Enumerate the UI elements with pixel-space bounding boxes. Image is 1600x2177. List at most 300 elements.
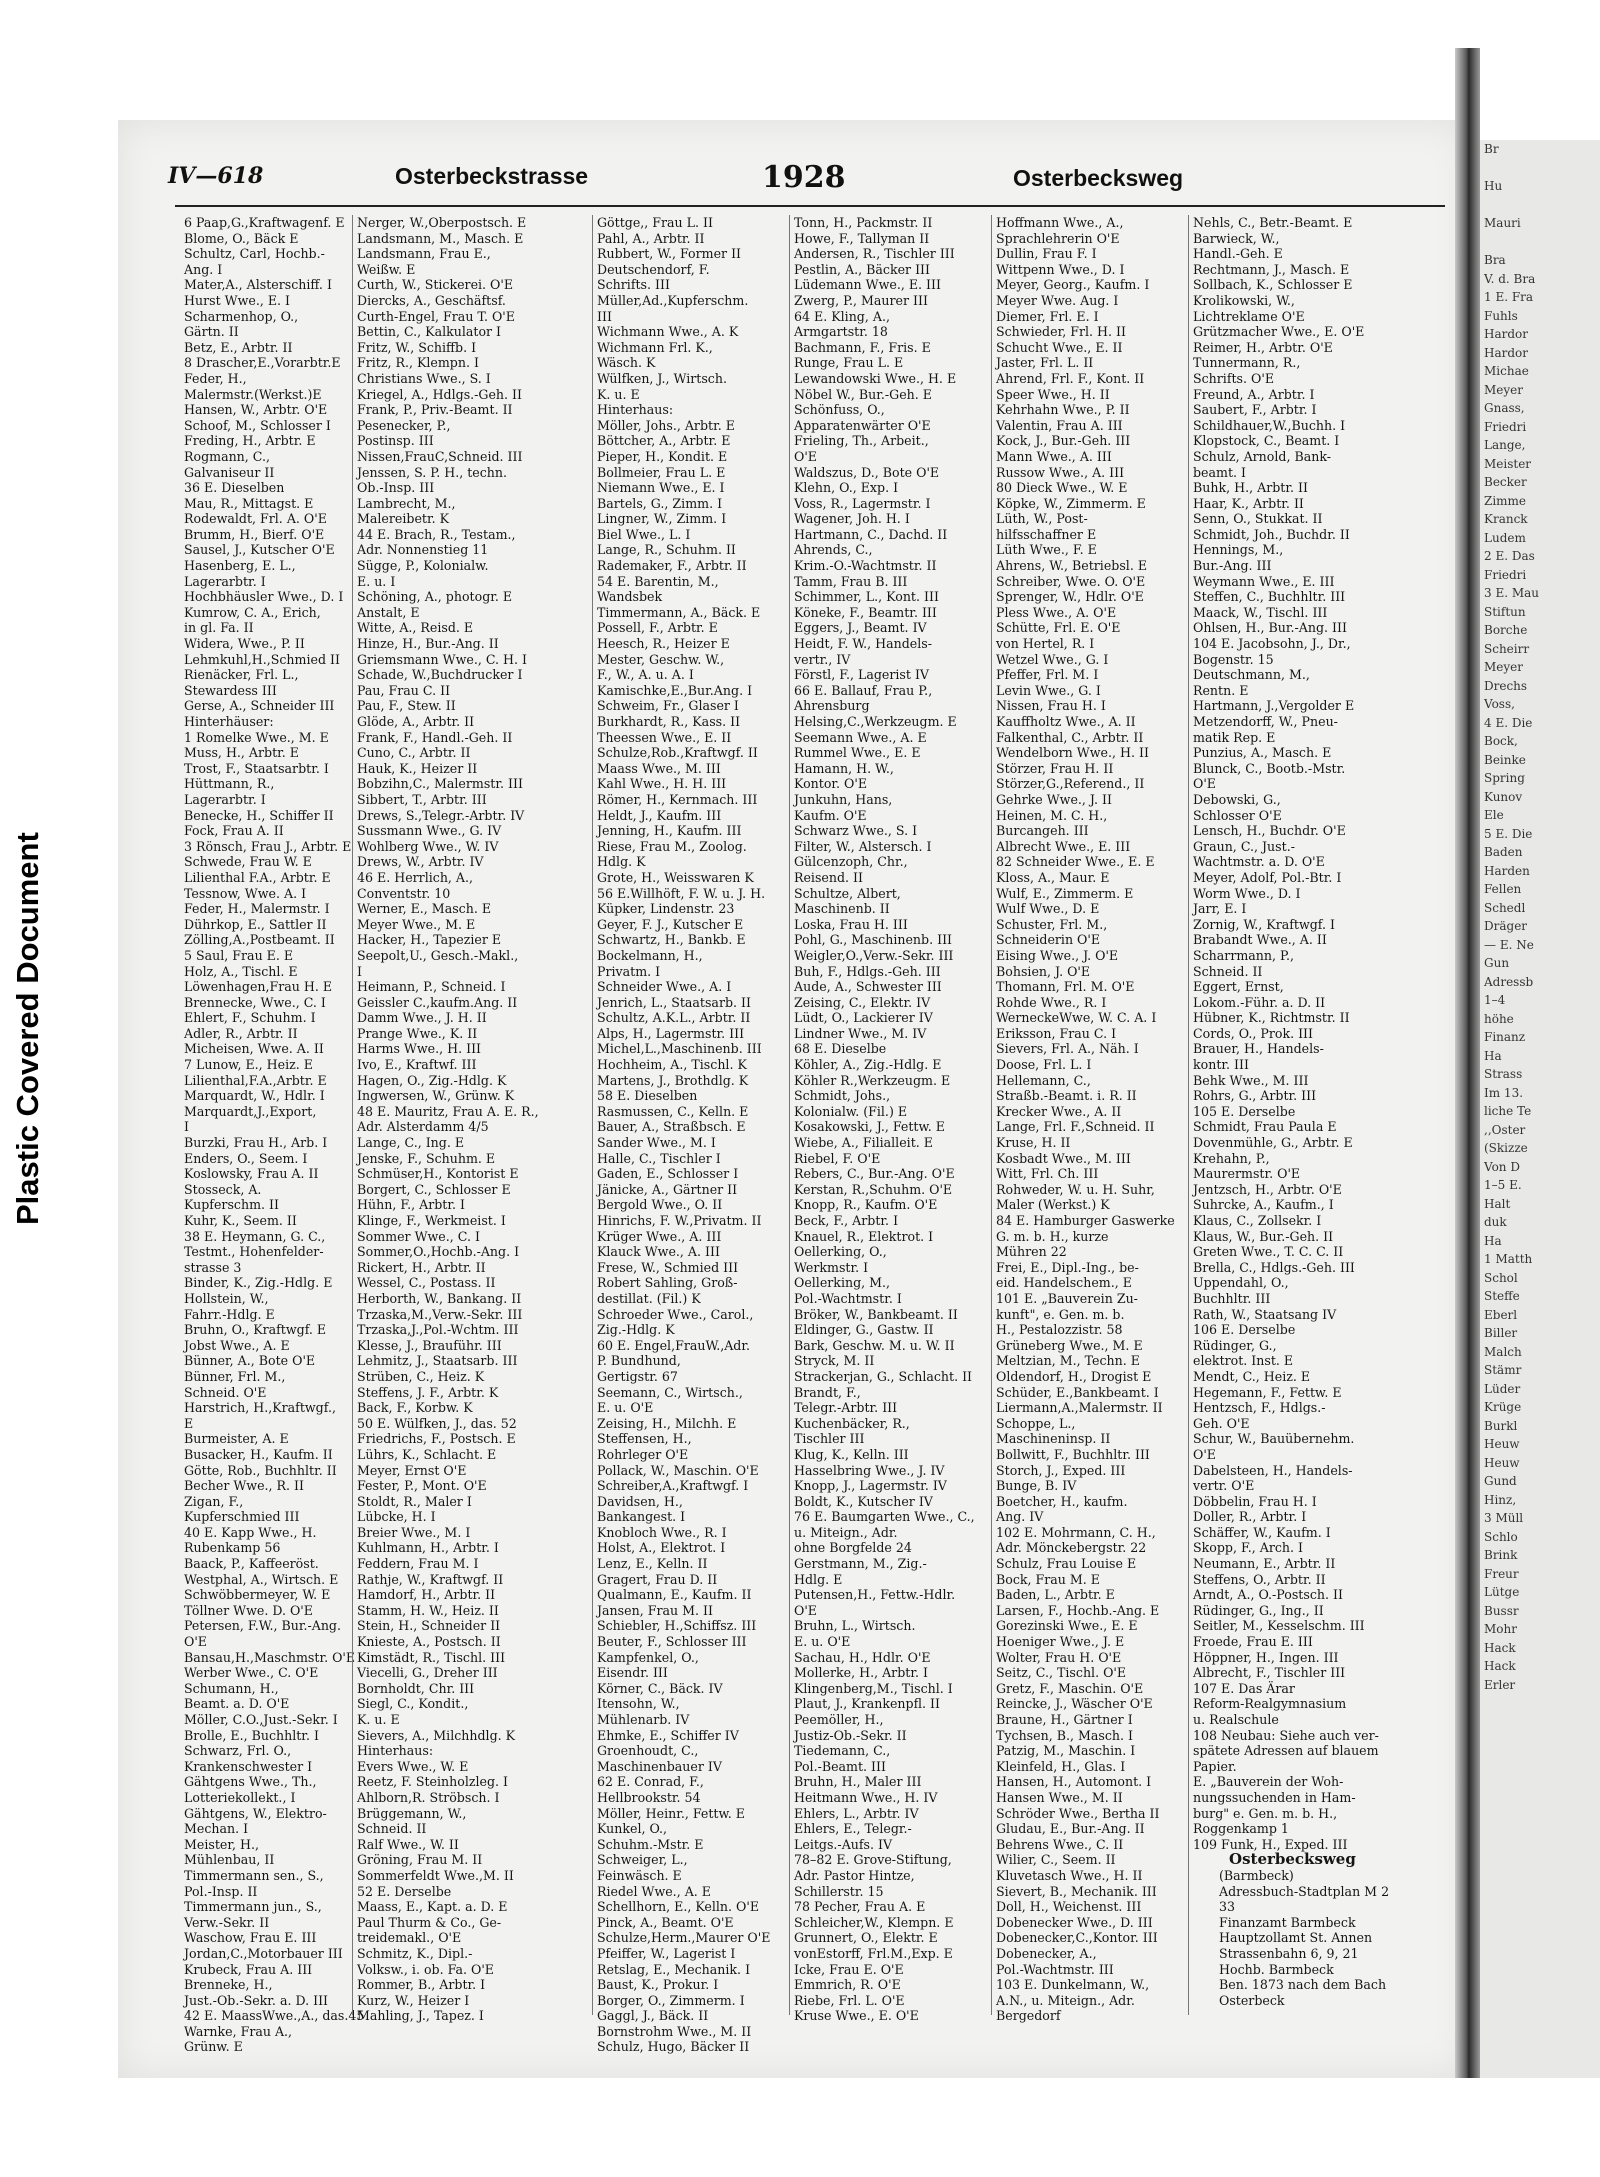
fragment-line: Lange, bbox=[1484, 438, 1526, 452]
directory-entry-line: Bergold Wwe., O. II bbox=[597, 1197, 723, 1213]
directory-entry-line: Mester, Geschw. W., bbox=[597, 651, 725, 667]
directory-year: 1928 bbox=[762, 160, 846, 195]
directory-entry-line: Dovenmühle, G., Arbtr. E bbox=[1193, 1135, 1353, 1151]
directory-entry-line: Sievert, B., Mechanik. III bbox=[996, 1883, 1157, 1899]
directory-entry-line: Mendt, C., Heiz. E bbox=[1193, 1368, 1311, 1384]
directory-entry-line: Bruhn, L., Wirtsch. bbox=[794, 1618, 916, 1634]
directory-entry-line: Paul Thurm & Co., Ge- bbox=[357, 1914, 502, 1930]
directory-entry-line: Störzer,G.,Referend., II bbox=[996, 776, 1145, 792]
directory-entry-line: G. m. b. H., kurze bbox=[996, 1228, 1109, 1244]
directory-entry-line: Knieste, A., Postsch. II bbox=[357, 1634, 501, 1650]
directory-entry-line: Rienäcker, Frl. L., bbox=[184, 667, 299, 683]
fragment-line: Bussr bbox=[1484, 1603, 1519, 1618]
directory-entry-line: Wäsch. K bbox=[597, 355, 656, 371]
directory-entry-line: Fahrr.-Hdlg. E bbox=[184, 1306, 275, 1322]
directory-entry-line: elektrot. Inst. E bbox=[1193, 1353, 1294, 1369]
directory-entry-line: Störzer, Frau H. II bbox=[996, 760, 1114, 776]
directory-entry-line: Bansau,H.,Maschmstr. O'E bbox=[184, 1649, 356, 1665]
directory-entry-line: Schüder, E.,Bankbeamt. I bbox=[996, 1384, 1159, 1400]
directory-entry-line: K. u. E bbox=[597, 386, 640, 402]
directory-entry-line: Rath, W., Staatsang IV bbox=[1193, 1306, 1337, 1322]
directory-entry-line: Kumrow, C. A., Erich, bbox=[184, 604, 321, 620]
directory-entry-line: Ang. I bbox=[184, 261, 223, 277]
directory-entry-line: Micheisen, Wwe. A. II bbox=[184, 1041, 324, 1057]
directory-entry-line: Warnke, Frau A., bbox=[184, 2023, 293, 2039]
fragment-line: Schlo bbox=[1484, 1529, 1518, 1544]
directory-entry-line: Schulze,Herm.,Maurer O'E bbox=[597, 1930, 771, 1946]
directory-entry-line: ohne Borgfelde 24 bbox=[794, 1540, 912, 1556]
directory-entry-line: Widera, Wwe., P. II bbox=[184, 636, 305, 652]
section-info-line: Adressbuch-Stadtplan M 2 bbox=[1219, 1883, 1390, 1899]
directory-entry-line: Gerstmann, M., Zig.- bbox=[794, 1556, 927, 1572]
fragment-line: Eberl bbox=[1484, 1307, 1518, 1322]
directory-entry-line: Bunge, B. IV bbox=[996, 1478, 1077, 1494]
directory-entry-line: Höppner, H., Ingen. III bbox=[1193, 1649, 1339, 1665]
directory-entry-line: Sommer,O.,Hochb.-Ang. I bbox=[357, 1244, 520, 1260]
directory-entry-line: Knopp, J., Lagermstr. IV bbox=[794, 1478, 947, 1494]
directory-entry-line: Reimer, H., Arbtr. O'E bbox=[1193, 339, 1333, 355]
directory-entry-line: Zölling,A.,Postbeamt. II bbox=[184, 932, 335, 948]
directory-entry-line: Ahlborn,R. Ströbsch. I bbox=[357, 1789, 500, 1805]
directory-entry-line: Bauer, A., Straßbsch. E bbox=[597, 1119, 746, 1135]
directory-entry-line: Handl.-Geh. E bbox=[1193, 246, 1283, 262]
directory-entry-line: Biel Wwe., L. I bbox=[597, 526, 691, 542]
directory-entry-line: Reisend. II bbox=[794, 869, 864, 885]
directory-entry-line: Schäffer, W., Kaufm. I bbox=[1193, 1524, 1331, 1540]
directory-entry-line: Valentin, Frau A. III bbox=[996, 417, 1123, 433]
directory-entry-line: vonEstorff, Frl.M.,Exp. E bbox=[794, 1945, 953, 1961]
directory-entry-line: Lange, C., Ing. E bbox=[357, 1135, 465, 1151]
directory-entry-line: Apparatenwärter O'E bbox=[794, 417, 931, 433]
directory-entry-line: Schweiger, L., bbox=[597, 1852, 688, 1868]
directory-entry-line: Pless Wwe., A. O'E bbox=[996, 604, 1117, 620]
directory-entry-line: 105 E. Derselbe bbox=[1193, 1103, 1296, 1119]
directory-entry-line: Adler, R., Arbtr. II bbox=[184, 1025, 298, 1041]
street-title-right: Osterbecksweg bbox=[1013, 165, 1184, 191]
directory-entry-line: Maurermstr. O'E bbox=[1193, 1166, 1301, 1182]
directory-entry-line: Lüth Wwe., F. E bbox=[996, 542, 1097, 558]
directory-entry-line: Riedel Wwe., A. E bbox=[597, 1883, 711, 1899]
directory-entry-line: Schur, W., Bauübernehm. bbox=[1193, 1431, 1355, 1447]
directory-entry-line: Schildhauer,W.,Buchh. I bbox=[1193, 417, 1346, 433]
directory-entry-line: Retslag, E., Mechanik. I bbox=[597, 1961, 751, 1977]
directory-entry-line: Tychsen, B., Masch. I bbox=[996, 1727, 1133, 1743]
directory-entry-line: Adr. Mönckebergstr. 22 bbox=[996, 1540, 1147, 1556]
directory-entry-line: Nöbel W., Bur.-Geh. E bbox=[794, 386, 932, 402]
directory-entry-line: Baden, L., Arbtr. E bbox=[996, 1587, 1115, 1603]
directory-entry-line: Uppendahl, O., bbox=[1193, 1275, 1289, 1291]
fragment-line: Biller bbox=[1484, 1326, 1518, 1340]
fragment-line: Spring bbox=[1484, 771, 1525, 785]
directory-entry-line: Pol.-Insp. II bbox=[184, 1883, 258, 1899]
directory-entry-line: Ang. IV bbox=[996, 1509, 1044, 1525]
directory-entry-line: Brüggemann, W., bbox=[357, 1805, 467, 1821]
directory-entry-line: Brandt, F., bbox=[794, 1384, 861, 1400]
directory-entry-line: spätete Adressen auf blauem bbox=[1193, 1743, 1379, 1759]
directory-entry-line: 84 E. Hamburger Gaswerke bbox=[996, 1213, 1175, 1228]
directory-entry-line: Sollbach, K., Schlosser E bbox=[1193, 277, 1353, 293]
directory-entry-line: Pollack, W., Maschin. O'E bbox=[597, 1462, 759, 1478]
directory-entry-line: Gröning, Frau M. II bbox=[357, 1852, 483, 1868]
directory-entry-line: Frieling, Th., Arbeit., bbox=[794, 433, 929, 449]
directory-entry-line: Heesch, R., Heizer E bbox=[597, 636, 730, 652]
fragment-line: Borche bbox=[1484, 623, 1528, 637]
directory-entry-line: Groenhoudt, C., bbox=[597, 1743, 699, 1759]
section-info-line: Osterbeck bbox=[1219, 1992, 1285, 2008]
directory-entry-line: Krubeck, Frau A. III bbox=[184, 1961, 313, 1977]
directory-entry-line: Niemann Wwe., E. I bbox=[597, 480, 725, 496]
directory-entry-line: u. Miteign., Adr. bbox=[794, 1524, 898, 1540]
directory-entry-line: Seemann, C., Wirtsch., bbox=[597, 1384, 743, 1400]
directory-entry-line: Lange, R., Schuhm. II bbox=[597, 542, 736, 558]
fragment-line: Meyer bbox=[1484, 660, 1524, 674]
directory-entry-line: Nerger, W.,Oberpostsch. E bbox=[357, 215, 527, 230]
directory-entry-line: Witte, A., Reisd. E bbox=[357, 620, 474, 636]
directory-entry-line: Pestlin, A., Bäcker III bbox=[794, 261, 931, 277]
directory-entry-line: Adr. Nonnenstieg 11 bbox=[357, 542, 489, 558]
directory-entry-line: Jenning, H., Kaufm. III bbox=[597, 823, 742, 839]
directory-entry-line: Krüger Wwe., A. III bbox=[597, 1228, 722, 1244]
directory-entry-line: Borger, O., Zimmerm. I bbox=[597, 1992, 745, 2008]
directory-entry-line: 78 Pecher, Frau A. E bbox=[794, 1899, 926, 1915]
directory-entry-line: Drews, W., Arbtr. IV bbox=[357, 854, 484, 870]
directory-entry-line: Junkuhn, Hans, bbox=[794, 791, 893, 807]
fragment-line: Hardor bbox=[1484, 345, 1528, 360]
directory-entry-line: Maschinenb. II bbox=[794, 901, 890, 917]
directory-entry-line: Sommerfeldt Wwe.,M. II bbox=[357, 1867, 514, 1883]
directory-entry-line: Rohrs, G., Arbtr. III bbox=[1193, 1088, 1317, 1104]
directory-entry-line: Hentzsch, F., Hdlgs.- bbox=[1193, 1400, 1326, 1416]
directory-entry-line: Debowski, G., bbox=[1193, 791, 1281, 807]
directory-entry-line: Hoffmann Wwe., A., bbox=[996, 215, 1124, 230]
directory-entry-line: Stosseck, A. bbox=[184, 1181, 262, 1197]
directory-entry-line: 107 E. Das Ärar bbox=[1193, 1680, 1295, 1696]
directory-entry-line: Schneider Wwe., A. I bbox=[597, 979, 732, 995]
directory-entry-line: 109 Funk, H., Exped. III bbox=[1193, 1836, 1348, 1852]
directory-entry-line: Adr. Alsterdamm 4/5 bbox=[357, 1119, 489, 1135]
directory-entry-line: burg" e. Gen. m. b. H., bbox=[1193, 1805, 1338, 1821]
fragment-line: Kunov bbox=[1484, 789, 1523, 804]
directory-entry-line: Lingner, W., Zimm. I bbox=[597, 511, 727, 527]
fragment-line: duk bbox=[1484, 1215, 1507, 1229]
directory-entry-line: Schrifts. O'E bbox=[1193, 370, 1275, 386]
fragment-line: Harden bbox=[1484, 863, 1530, 878]
directory-entry-line: Jenske, F., Schuhm. E bbox=[357, 1150, 496, 1166]
directory-entry-line: 8 Drascher,E.,Vorarbtr.E bbox=[184, 355, 341, 371]
directory-entry-line: Tiedemann, C., bbox=[794, 1743, 891, 1759]
fragment-line: Scheirr bbox=[1484, 641, 1530, 656]
directory-entry-line: Jaster, Frl. L. II bbox=[996, 355, 1094, 371]
scan-margin-top bbox=[0, 0, 1600, 48]
directory-entry-line: I bbox=[184, 1119, 189, 1135]
directory-entry-line: Mahling, J., Tapez. I bbox=[357, 2008, 484, 2024]
directory-entry-line: Telegr.-Arbtr. III bbox=[794, 1400, 898, 1416]
directory-entry-line: Meltzian, M., Techn. E bbox=[996, 1353, 1140, 1369]
directory-entry-line: Döbbelin, Frau H. I bbox=[1193, 1493, 1317, 1509]
directory-entry-line: Blome, O., Bäck E bbox=[184, 230, 299, 246]
directory-entry-line: Seitz, C., Tischl. O'E bbox=[996, 1665, 1127, 1681]
directory-entry-line: Klopstock, C., Beamt. I bbox=[1193, 433, 1340, 449]
directory-entry-line: Theessen Wwe., E. II bbox=[597, 729, 732, 745]
fragment-line: 5 E. Die bbox=[1484, 826, 1533, 841]
directory-entry-line: Bachmann, F., Fris. E bbox=[794, 339, 931, 355]
directory-entry-line: 52 E. Derselbe bbox=[357, 1883, 452, 1899]
fragment-line: Hack bbox=[1484, 1659, 1516, 1673]
directory-entry-line: Levin Wwe., G. I bbox=[996, 682, 1101, 698]
directory-entry-line: Wetzel Wwe., G. I bbox=[996, 651, 1109, 667]
directory-entry-line: 64 E. Kling, A., bbox=[794, 308, 890, 324]
fragment-line: Fellen bbox=[1484, 882, 1522, 896]
directory-entry-line: Nissen,FrauC,Schneid. III bbox=[357, 448, 523, 464]
directory-entry-line: Bark, Geschw. M. u. W. II bbox=[794, 1337, 955, 1353]
directory-entry-line: Rohrleger O'E bbox=[597, 1446, 689, 1462]
directory-entry-line: Maschinenbauer IV bbox=[597, 1758, 722, 1774]
directory-entry-line: 50 E. Wülfken, J., das. 52 bbox=[357, 1415, 517, 1431]
directory-entry-line: Wachtmstr. a. D. O'E bbox=[1193, 854, 1325, 870]
fragment-line: Friedri bbox=[1484, 419, 1527, 434]
fragment-line: Steffe bbox=[1484, 1289, 1520, 1303]
section-info-line: Hochb. Barmbeck bbox=[1219, 1961, 1334, 1977]
directory-entry-line: Lüdt, O., Lackierer IV bbox=[794, 1010, 933, 1026]
directory-entry-line: Schroeder Wwe., Carol., bbox=[597, 1306, 754, 1322]
directory-entry-line: Lilienthal F.A., Arbtr. E bbox=[184, 869, 331, 885]
directory-entry-line: Qualmann, E., Kaufm. II bbox=[597, 1587, 752, 1603]
directory-entry-line: Saubert, F., Arbtr. I bbox=[1193, 402, 1317, 418]
directory-entry-line: Feder, H., Malermstr. I bbox=[184, 901, 330, 917]
directory-entry-line: Fester, P., Mont. O'E bbox=[357, 1478, 487, 1494]
directory-entry-line: Gertigstr. 67 bbox=[597, 1368, 678, 1384]
directory-entry-line: beamt. I bbox=[1193, 464, 1247, 480]
directory-entry-line: 68 E. Dieselbe bbox=[794, 1041, 887, 1057]
fragment-line: Becker bbox=[1484, 475, 1527, 489]
directory-entry-line: Hansen, H., Automont. I bbox=[996, 1774, 1152, 1790]
directory-entry-line: Boldt, K., Kutscher IV bbox=[794, 1493, 933, 1509]
directory-entry-line: Beuter, F., Schlosser III bbox=[597, 1634, 747, 1650]
directory-entry-line: 58 E. Dieselben bbox=[597, 1088, 698, 1104]
directory-entry-line: Diemer, Frl. E. I bbox=[996, 308, 1099, 324]
directory-entry-line: kunft", e. Gen. m. b. bbox=[996, 1306, 1125, 1322]
directory-entry-line: Adr. Pastor Hintze, bbox=[794, 1867, 915, 1883]
directory-entry-line: Bröker, W., Bankbeamt. II bbox=[794, 1306, 958, 1322]
directory-entry-line: Schmitz, K., Dipl.- bbox=[357, 1945, 473, 1961]
directory-entry-line: Stein, H., Schneider II bbox=[357, 1618, 501, 1634]
directory-entry-line: Schweim, Fr., Glaser I bbox=[597, 698, 739, 714]
directory-entry-line: Hamdorf, H., Arbtr. II bbox=[357, 1587, 496, 1603]
directory-entry-line: Rickert, H., Arbtr. II bbox=[357, 1259, 486, 1275]
directory-entry-line: Kluvetasch Wwe., H. II bbox=[996, 1867, 1143, 1883]
directory-entry-line: Hurst Wwe., E. I bbox=[184, 292, 291, 308]
fragment-line: Halt bbox=[1484, 1196, 1511, 1211]
directory-entry-line: 5 Saul, Frau E. E bbox=[184, 947, 294, 963]
directory-entry-line: 82 Schneider Wwe., E. E bbox=[996, 854, 1155, 870]
directory-entry-line: Wülfken, J., Wirtsch. bbox=[597, 370, 727, 386]
directory-entry-line: Punzius, A., Masch. E bbox=[1193, 745, 1332, 761]
directory-entry-line: 104 E. Jacobsohn, J., Dr., bbox=[1193, 636, 1351, 652]
directory-entry-line: Baust, K., Prokur. I bbox=[597, 1977, 719, 1993]
directory-entry-line: Harstrich, H.,Kraftwgf., bbox=[184, 1400, 336, 1416]
directory-entry-line: Petersen, F.W., Bur.-Ang. bbox=[184, 1618, 341, 1634]
directory-entry-line: Voss, R., Lagermstr. I bbox=[794, 495, 931, 511]
directory-entry-line: Möller, Johs., Arbtr. E bbox=[597, 417, 735, 433]
directory-entry-line: Hegemann, F., Fettw. E bbox=[1193, 1384, 1342, 1400]
directory-entry-line: nungssuchenden in Ham- bbox=[1193, 1789, 1356, 1805]
directory-entry-line: Liermann,A.,Malermstr. II bbox=[996, 1400, 1163, 1416]
directory-entry-line: Wiebe, A., Filialleit. E bbox=[794, 1135, 933, 1151]
directory-entry-line: Justiz-Ob.-Sekr. II bbox=[794, 1727, 907, 1743]
directory-entry-line: Wessel, C., Postass. II bbox=[357, 1275, 496, 1291]
fragment-line: Stiftun bbox=[1484, 604, 1526, 619]
directory-entry-line: Kupferschm. II bbox=[184, 1197, 279, 1213]
directory-entry-line: Schmüser,H., Kontorist E bbox=[357, 1166, 519, 1182]
directory-entry-line: Hdlg. E bbox=[794, 1571, 843, 1587]
section-info-line: Strassenbahn 6, 9, 21 bbox=[1219, 1945, 1359, 1961]
directory-entry-line: Gähtgens, W., Elektro- bbox=[184, 1805, 327, 1821]
directory-entry-line: 46 E. Herrlich, A., bbox=[357, 869, 474, 885]
directory-entry-line: Jentzsch, H., Arbtr. O'E bbox=[1193, 1181, 1342, 1197]
directory-entry-line: Feddern, Frau M. I bbox=[357, 1556, 479, 1572]
directory-entry-line: Feder, H., bbox=[184, 370, 247, 386]
directory-entry-line: Mühlenbau, II bbox=[184, 1852, 275, 1868]
directory-entry-line: Klesse, J., Brauführ. III bbox=[357, 1337, 502, 1353]
directory-entry-line: Mühren 22 bbox=[996, 1244, 1067, 1260]
directory-entry-line: Wulf, E., Zimmerm. E bbox=[996, 885, 1134, 901]
directory-entry-line: Gülcenzoph, Chr., bbox=[794, 854, 908, 870]
section-info-line: Finanzamt Barmbeck bbox=[1219, 1914, 1356, 1930]
directory-entry-line: Wulf Wwe., D. E bbox=[996, 901, 1100, 917]
directory-entry-line: Pinck, A., Beamt. O'E bbox=[597, 1914, 734, 1930]
directory-entry-line: Loska, Frau H. III bbox=[794, 916, 908, 932]
section-info-line: Ben. 1873 nach dem Bach bbox=[1219, 1977, 1387, 1993]
directory-entry-line: Howe, F., Tallyman II bbox=[794, 230, 930, 246]
directory-entry-line: Kupferschmied III bbox=[184, 1509, 300, 1525]
directory-entry-line: Binder, K., Zig.-Hdlg. E bbox=[184, 1275, 333, 1291]
directory-entry-line: Riese, Frau M., Zoolog. bbox=[597, 838, 747, 854]
directory-entry-line: Curth, W., Stickerei. O'E bbox=[357, 277, 514, 293]
directory-entry-line: Bergedorf bbox=[996, 2008, 1061, 2024]
directory-entry-line: Itensohn, W., bbox=[597, 1696, 680, 1712]
directory-entry-line: Schoof, M., Schlosser I bbox=[184, 417, 331, 433]
directory-entry-line: Reincke, J., Wäscher O'E bbox=[996, 1696, 1153, 1712]
directory-entry-line: Kruse Wwe., E. O'E bbox=[794, 2008, 919, 2024]
directory-column-5 bbox=[991, 215, 1189, 2024]
directory-entry-line: Bruhn, O., Kraftwgf. E bbox=[184, 1322, 327, 1338]
directory-entry-line: Pol.-Wachtmstr. III bbox=[996, 1961, 1114, 1977]
fragment-line: 1–4 bbox=[1484, 993, 1506, 1007]
directory-entry-line: Schucht Wwe., E. II bbox=[996, 339, 1123, 355]
fragment-line bbox=[1480, 196, 1600, 215]
adjacent-page-fragment bbox=[1480, 140, 1600, 2078]
fragment-line: Burkl bbox=[1484, 1418, 1518, 1433]
directory-entry-line: Cords, O., Prok. III bbox=[1193, 1025, 1314, 1041]
directory-entry-line: 44 E. Brach, R., Testam., bbox=[357, 526, 516, 542]
directory-entry-line: Froede, Frau E. III bbox=[1193, 1634, 1313, 1650]
directory-entry-line: Drews, S.,Telegr.-Arbtr. IV bbox=[357, 807, 525, 823]
directory-entry-line: Freund, A., Arbtr. I bbox=[1193, 386, 1315, 402]
directory-entry-line: Eriksson, Frau C. I bbox=[996, 1025, 1117, 1041]
directory-entry-line: Possell, F., Arbtr. E bbox=[597, 620, 718, 636]
directory-entry-line: Schrifts. III bbox=[597, 277, 670, 293]
directory-entry-line: Rademaker, F., Arbtr. II bbox=[597, 558, 747, 574]
directory-entry-line: Schillerstr. 15 bbox=[794, 1883, 884, 1899]
directory-entry-line: Gretz, F., Maschin. O'E bbox=[996, 1680, 1144, 1696]
fragment-line: Finanz bbox=[1484, 1030, 1526, 1044]
directory-entry-line: O'E bbox=[794, 1602, 817, 1618]
directory-entry-line: Buchhltr. III bbox=[1193, 1290, 1271, 1306]
directory-entry-line: Pol.-Wachtmstr. I bbox=[794, 1290, 902, 1306]
directory-entry-line: Möller, Heinr., Fettw. E bbox=[597, 1805, 745, 1821]
directory-entry-line: Burmeister, A. E bbox=[184, 1431, 289, 1447]
directory-entry-line: Wagener, Joh. H. I bbox=[794, 511, 910, 527]
directory-entry-line: K. u. E bbox=[357, 1712, 400, 1727]
directory-entry-line: Friedrichs, F., Postsch. E bbox=[357, 1431, 516, 1447]
directory-entry-line: Pfeffer, Frl. M. I bbox=[996, 667, 1099, 683]
directory-entry-line: Rummel Wwe., E. E bbox=[794, 745, 921, 761]
directory-entry-line: 103 E. Dunkelmann, W., bbox=[996, 1977, 1150, 1993]
directory-entry-line: Zornig, W., Kraftwgf. I bbox=[1193, 916, 1336, 932]
directory-entry-line: Nehls, C., Betr.-Beamt. E bbox=[1193, 215, 1353, 230]
directory-entry-line: 40 E. Kapp Wwe., H. bbox=[184, 1524, 317, 1540]
directory-entry-line: Bruhn, H., Maler III bbox=[794, 1774, 922, 1790]
directory-entry-line: Conventstr. 10 bbox=[357, 885, 451, 901]
directory-entry-line: A.N., u. Miteign., Adr. bbox=[996, 1992, 1135, 2008]
directory-entry-line: Griemsmann Wwe., C. H. I bbox=[357, 651, 527, 667]
fragment-line: Heuw bbox=[1484, 1455, 1520, 1470]
directory-entry-line: Mau, R., Mittagst. E bbox=[184, 495, 314, 511]
directory-entry-line: Buh, F., Hdlgs.-Geh. III bbox=[794, 963, 941, 979]
directory-entry-line: Muss, H., Arbtr. E bbox=[184, 745, 300, 761]
directory-entry-line: Schultz, Carl, Hochb.- bbox=[184, 246, 325, 262]
directory-entry-line: Holst, A., Elektrot. I bbox=[597, 1540, 726, 1556]
directory-entry-line: Hinrichs, F. W.,Privatm. II bbox=[597, 1213, 762, 1228]
directory-entry-line: Dullin, Frau F. I bbox=[996, 246, 1097, 262]
directory-entry-line: Putensen,H., Fettw.-Hdlr. bbox=[794, 1587, 956, 1603]
directory-entry-line: Rathje, W., Kraftwgf. II bbox=[357, 1571, 504, 1587]
directory-entry-line: 3 Rönsch, Frau J., Arbtr. E bbox=[184, 838, 352, 854]
directory-entry-line: Trzaska,J.,Pol.-Wchtm. III bbox=[357, 1322, 519, 1338]
directory-entry-line: Schulz, Arnold, Bank- bbox=[1193, 448, 1332, 464]
directory-entry-line: Rubbert, W., Former II bbox=[597, 246, 742, 262]
directory-entry-line: Schwieder, Frl. H. II bbox=[996, 324, 1126, 340]
directory-entry-line: Rommer, B., Arbtr. I bbox=[357, 1977, 486, 1993]
directory-entry-line: Klinge, F., Werkmeist. I bbox=[357, 1213, 506, 1228]
directory-entry-line: Wohlberg Wwe., W. IV bbox=[357, 838, 499, 854]
directory-entry-line: Göttge,, Frau L. II bbox=[597, 215, 713, 230]
street-title-left: Osterbeckstrasse bbox=[395, 163, 589, 189]
directory-entry-line: Becher Wwe., R. II bbox=[184, 1478, 304, 1494]
directory-entry-line: Aude, A., Schwester III bbox=[794, 979, 942, 995]
directory-entry-line: Sander Wwe., M. I bbox=[597, 1135, 716, 1151]
directory-entry-line: Bettin, C., Kalkulator I bbox=[357, 324, 502, 340]
directory-entry-line: 7 Lunow, E., Heiz. E bbox=[184, 1057, 313, 1073]
directory-entry-line: Lilienthal,F.A.,Arbtr. E bbox=[184, 1072, 327, 1088]
fragment-line: Ha bbox=[1484, 1048, 1502, 1063]
directory-entry-line: Mollerke, H., Arbtr. I bbox=[794, 1665, 928, 1681]
directory-entry-line: Jenrich, L., Staatsarb. II bbox=[597, 994, 751, 1010]
directory-entry-line: Rasmussen, C., Kelln. E bbox=[597, 1103, 749, 1119]
directory-entry-line: P. Bundhund, bbox=[597, 1353, 681, 1369]
directory-entry-line: Klehn, O., Exp. I bbox=[794, 480, 899, 496]
directory-entry-line: Hacker, H., Tapezier E bbox=[357, 932, 502, 948]
directory-entry-line: Peemöller, H., bbox=[794, 1712, 884, 1727]
directory-entry-line: in gl. Fa. II bbox=[184, 620, 254, 636]
directory-entry-line: Senn, O., Stukkat. II bbox=[1193, 511, 1323, 527]
directory-entry-line: Reform-Realgymnasium bbox=[1193, 1696, 1347, 1712]
directory-entry-line: Volksw., i. ob. Fa. O'E bbox=[357, 1961, 494, 1977]
directory-entry-line: Fritz, R., Klempn. I bbox=[357, 355, 479, 371]
fragment-line: Gun bbox=[1484, 956, 1510, 970]
directory-entry-line: Klingenberg,M., Tischl. I bbox=[794, 1680, 953, 1696]
fragment-line: Adressb bbox=[1484, 974, 1534, 989]
